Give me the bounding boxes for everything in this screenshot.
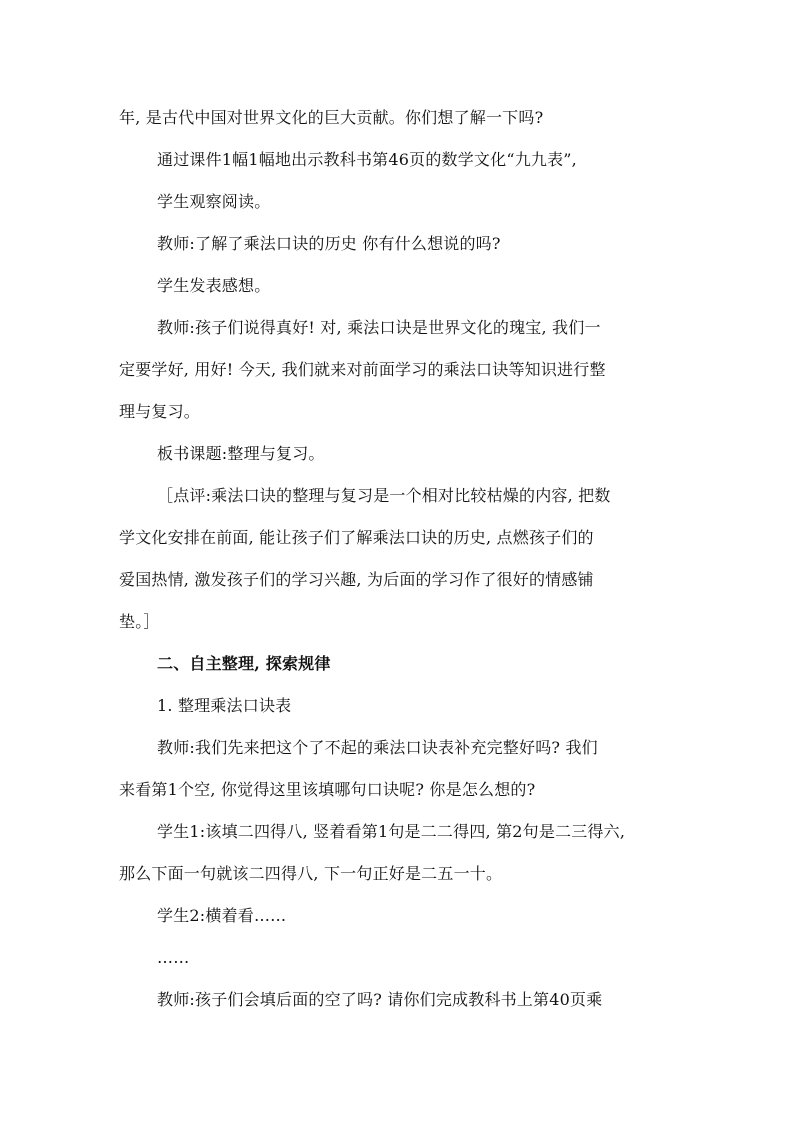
section-heading: 二、自主整理, 探索规律 xyxy=(157,654,331,673)
paragraph-student1: 学生1:该填二四得八, 竖着看第1句是二二得四, 第2句是二三得六, xyxy=(157,822,626,841)
paragraph-ellipsis: …… xyxy=(157,948,190,967)
paragraph-comment-end: 垫。］ xyxy=(119,612,160,631)
subsection-heading: 1. 整理乘法口诀表 xyxy=(157,696,292,715)
paragraph-teacher-table: 教师:我们先来把这个了不起的乘法口诀表补充完整好吗? 我们 xyxy=(157,738,598,757)
paragraph-teacher-praise: 教师:孩子们说得真好! 对, 乘法口诀是世界文化的瑰宝, 我们一 xyxy=(157,318,601,337)
paragraph-comment-cont-1: 学文化安排在前面, 能让孩子们了解乘法口诀的历史, 点燃孩子们的 xyxy=(119,528,594,547)
paragraph-student1-cont: 那么下面一句就该二四得八, 下一句正好是二五一十。 xyxy=(119,864,503,883)
paragraph-line-continued: 年, 是古代中国对世界文化的巨大贡献。你们想了解一下吗? xyxy=(119,108,544,127)
paragraph-courseware: 通过课件1幅1幅地出示教科书第46页的数学文化“九九表”, xyxy=(157,150,577,169)
paragraph-teacher-table-cont: 来看第1个空, 你觉得这里该填哪句口诀呢? 你是怎么想的? xyxy=(119,780,536,799)
paragraph-teacher-final: 教师:孩子们会填后面的空了吗? 请你们完成教科书上第40页乘 xyxy=(157,990,603,1009)
paragraph-comment-cont-2: 爱国热情, 激发孩子们的学习兴趣, 为后面的学习作了很好的情感铺 xyxy=(119,570,594,589)
paragraph-student-read: 学生观察阅读。 xyxy=(157,192,271,211)
paragraph-comment: ［点评:乘法口诀的整理与复习是一个相对比较枯燥的内容, 把数 xyxy=(157,486,611,505)
paragraph-student2: 学生2:横着看…… xyxy=(157,906,287,925)
paragraph-teacher-question: 教师:了解了乘法口诀的历史 你有什么想说的吗? xyxy=(157,234,501,253)
paragraph-board-title: 板书课题:整理与复习。 xyxy=(157,444,325,463)
paragraph-teacher-praise-end: 理与复习。 xyxy=(119,402,201,421)
paragraph-student-thoughts: 学生发表感想。 xyxy=(157,276,271,295)
paragraph-teacher-praise-cont: 定要学好, 用好! 今天, 我们就来对前面学习的乘法口诀等知识进行整 xyxy=(119,360,606,379)
